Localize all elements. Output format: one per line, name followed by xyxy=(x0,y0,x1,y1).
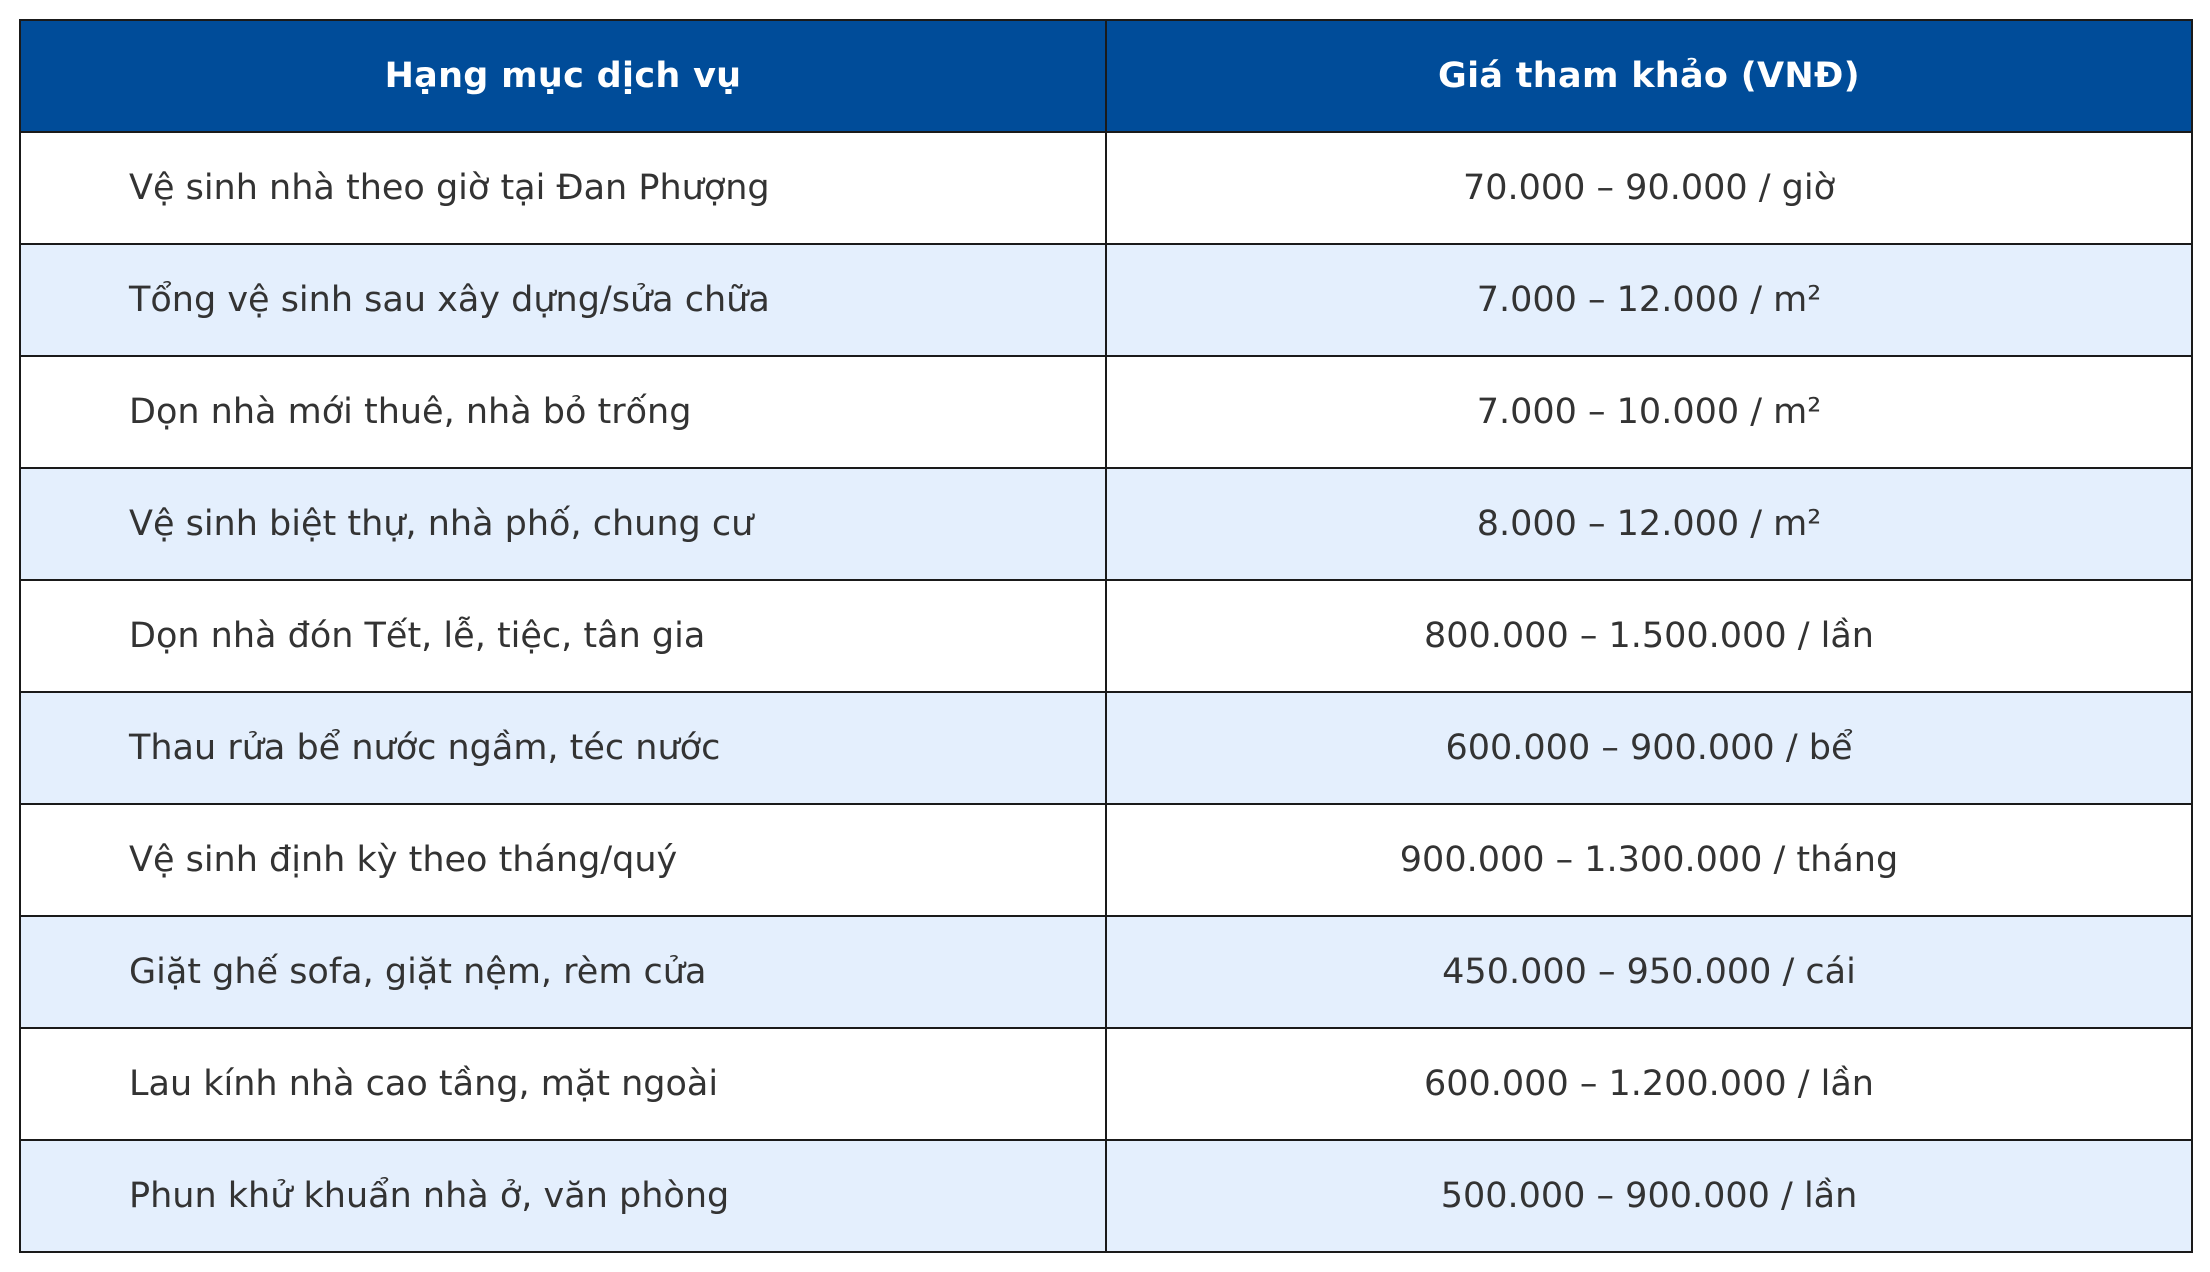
table-row xyxy=(20,804,2192,916)
service-cell: Tổng vệ sinh sau xây dựng/sửa chữa xyxy=(20,244,1106,356)
price-cell: 450.000 – 950.000 / cái xyxy=(1106,916,2192,1028)
price-cell: 900.000 – 1.300.000 / tháng xyxy=(1106,804,2192,916)
price-table xyxy=(19,19,2193,1253)
header-row xyxy=(20,20,2192,132)
table-row xyxy=(20,244,2192,356)
table-row xyxy=(20,580,2192,692)
service-cell: Thau rửa bể nước ngầm, téc nước xyxy=(20,692,1106,804)
table-row xyxy=(20,1140,2192,1252)
service-cell: Lau kính nhà cao tầng, mặt ngoài xyxy=(20,1028,1106,1140)
header-price: Giá tham khảo (VNĐ) xyxy=(1106,20,2192,132)
service-cell: Vệ sinh nhà theo giờ tại Đan Phượng xyxy=(20,132,1106,244)
table-row xyxy=(20,916,2192,1028)
table-row xyxy=(20,1028,2192,1140)
service-cell: Vệ sinh biệt thự, nhà phố, chung cư xyxy=(20,468,1106,580)
price-cell: 8.000 – 12.000 / m² xyxy=(1106,468,2192,580)
table-row xyxy=(20,356,2192,468)
service-cell: Dọn nhà đón Tết, lễ, tiệc, tân gia xyxy=(20,580,1106,692)
table-row xyxy=(20,468,2192,580)
price-cell: 70.000 – 90.000 / giờ xyxy=(1106,132,2192,244)
price-table-container xyxy=(19,19,2191,1253)
table-body xyxy=(20,132,2192,1252)
table-header xyxy=(20,20,2192,132)
table-row xyxy=(20,132,2192,244)
price-cell: 600.000 – 900.000 / bể xyxy=(1106,692,2192,804)
header-service: Hạng mục dịch vụ xyxy=(20,20,1106,132)
service-cell: Dọn nhà mới thuê, nhà bỏ trống xyxy=(20,356,1106,468)
service-cell: Vệ sinh định kỳ theo tháng/quý xyxy=(20,804,1106,916)
service-cell: Giặt ghế sofa, giặt nệm, rèm cửa xyxy=(20,916,1106,1028)
price-cell: 7.000 – 10.000 / m² xyxy=(1106,356,2192,468)
service-cell: Phun khử khuẩn nhà ở, văn phòng xyxy=(20,1140,1106,1252)
price-cell: 600.000 – 1.200.000 / lần xyxy=(1106,1028,2192,1140)
price-cell: 800.000 – 1.500.000 / lần xyxy=(1106,580,2192,692)
price-cell: 500.000 – 900.000 / lần xyxy=(1106,1140,2192,1252)
table-row xyxy=(20,692,2192,804)
price-cell: 7.000 – 12.000 / m² xyxy=(1106,244,2192,356)
